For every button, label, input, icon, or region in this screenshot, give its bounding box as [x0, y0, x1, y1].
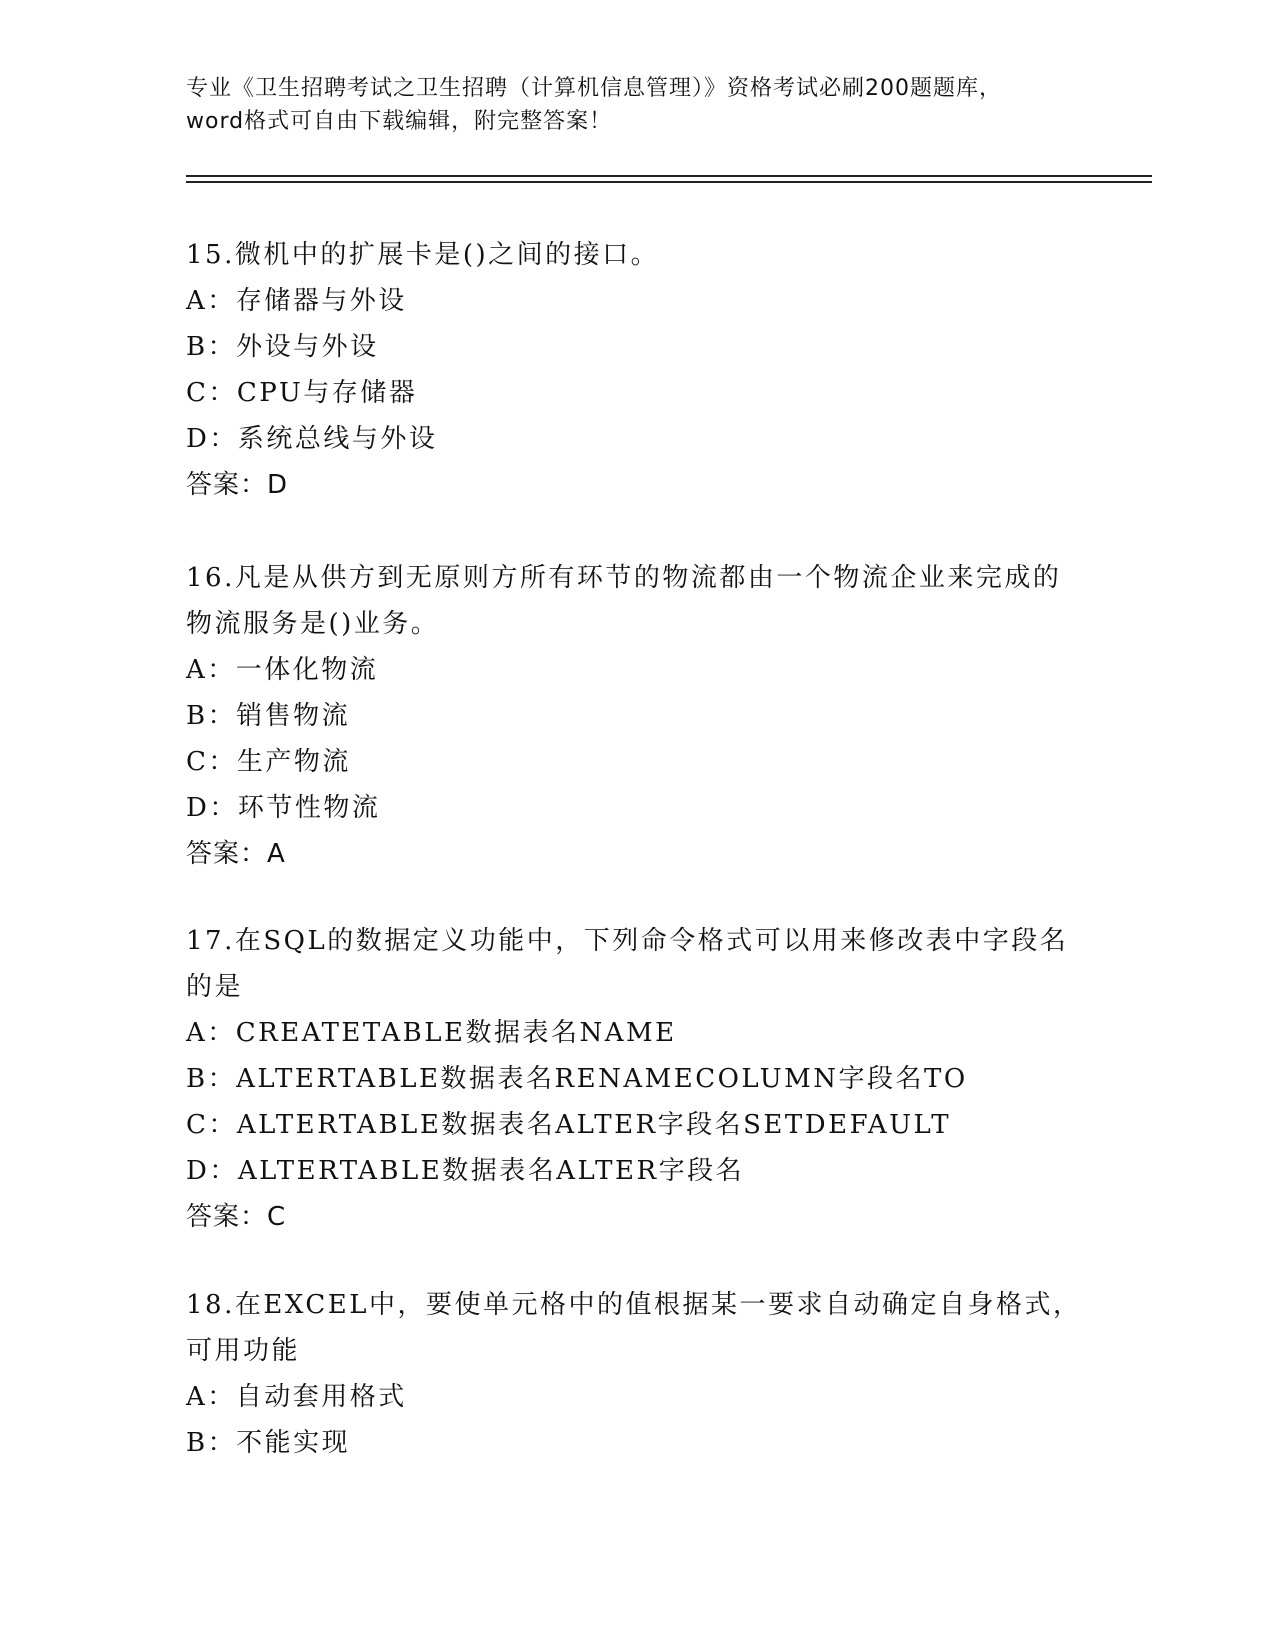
header-line-1: 专业《卫生招聘考试之卫生招聘（计算机信息管理）》资格考试必刷200题题库， — [186, 76, 1002, 101]
option-c: C：ALTERTABLE数据表名ALTER字段名SETDEFAULT — [186, 1110, 952, 1140]
question-text: 18.在EXCEL中，要使单元格中的值根据某一要求自动确定自身格式，可用功能 — [186, 1290, 1082, 1366]
option-a: A：自动套用格式 — [186, 1382, 407, 1412]
header-divider-bottom — [186, 181, 1152, 183]
question-16 — [186, 555, 1086, 877]
question-text: 15.微机中的扩展卡是()之间的接口。 — [186, 240, 660, 270]
option-d: D：系统总线与外设 — [186, 424, 438, 454]
question-text: 17.在SQL的数据定义功能中，下列命令格式可以用来修改表中字段名的是 — [186, 926, 1069, 1002]
document-header — [186, 72, 1086, 138]
option-b: B：ALTERTABLE数据表名RENAMECOLUMN字段名TO — [186, 1064, 968, 1094]
question-text: 16.凡是从供方到无原则方所有环节的物流都由一个物流企业来完成的物流服务是()业务。 — [186, 563, 1062, 639]
option-a: A：一体化物流 — [186, 655, 379, 685]
option-c: C：生产物流 — [186, 747, 351, 777]
option-d: D：ALTERTABLE数据表名ALTER字段名 — [186, 1156, 745, 1186]
answer: 答案：D — [186, 470, 289, 500]
question-18 — [186, 1282, 1086, 1466]
option-a: A：存储器与外设 — [186, 286, 407, 316]
option-b: B：外设与外设 — [186, 332, 379, 362]
answer: 答案：A — [186, 839, 286, 869]
question-17 — [186, 918, 1086, 1240]
option-d: D：环节性物流 — [186, 793, 381, 823]
question-15 — [186, 232, 1086, 508]
header-divider-top — [186, 175, 1152, 177]
option-b: B：不能实现 — [186, 1428, 351, 1458]
option-a: A：CREATETABLE数据表名NAME — [186, 1018, 677, 1048]
header-line-2: word格式可自由下载编辑，附完整答案！ — [186, 109, 613, 134]
option-b: B：销售物流 — [186, 701, 351, 731]
option-c: C：CPU与存储器 — [186, 378, 418, 408]
answer: 答案：C — [186, 1202, 287, 1232]
